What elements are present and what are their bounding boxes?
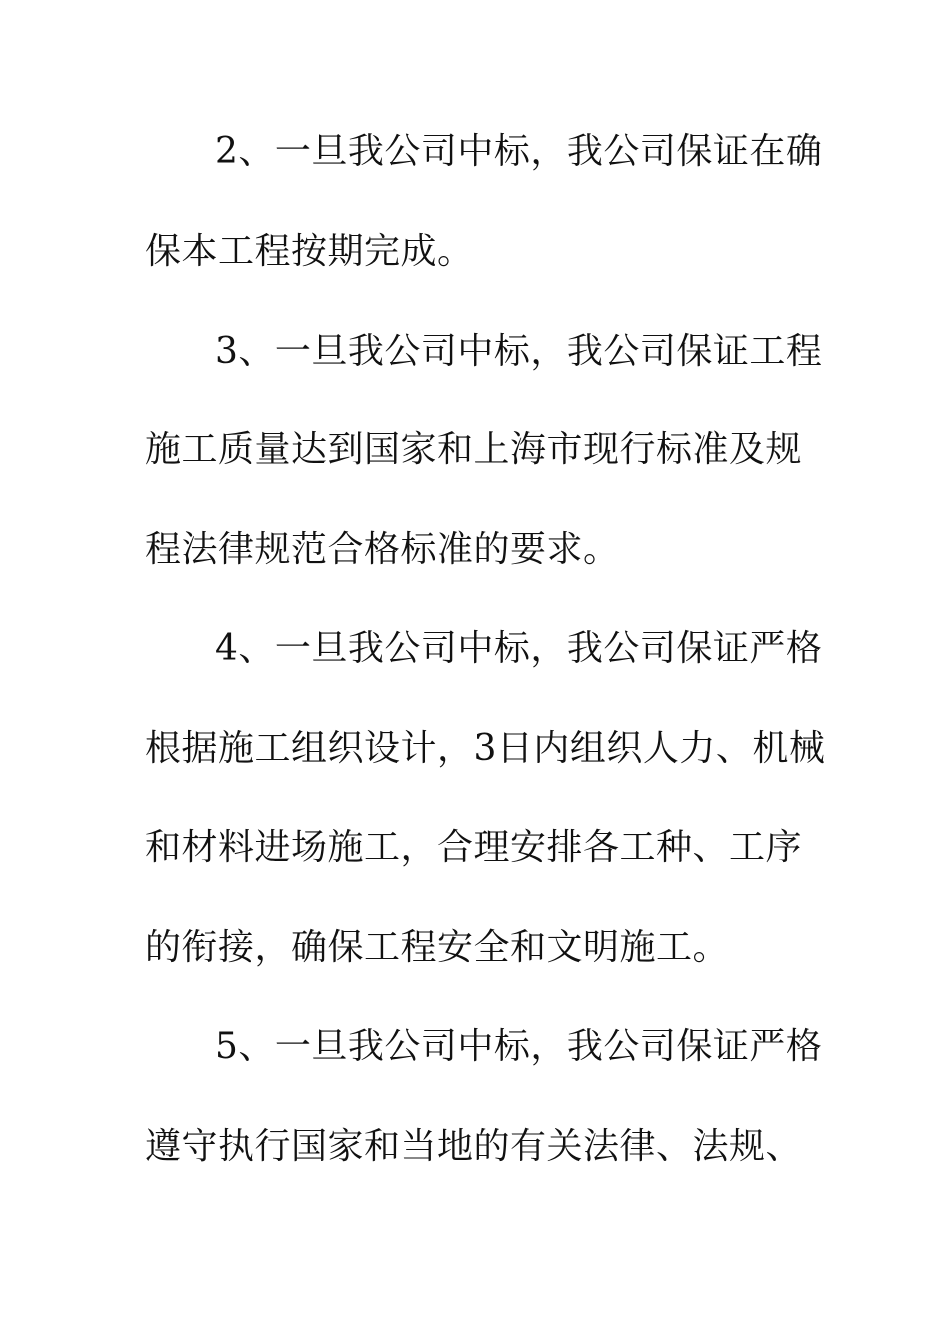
paragraph-3-line-1: 3、一旦我公司中标，我公司保证工程 — [215, 331, 823, 372]
paragraph-4-line-4: 的衔接，确保工程安全和文明施工。 — [145, 927, 730, 968]
paragraph-2-line-1: 2、一旦我公司中标，我公司保证在确 — [215, 131, 823, 172]
paragraph-2-line-2: 保本工程按期完成。 — [145, 231, 474, 272]
paragraph-5-line-1: 5、一旦我公司中标，我公司保证严格 — [215, 1026, 823, 1067]
paragraph-4-line-2: 根据施工组织设计，3日内组织人力、机械 — [145, 728, 826, 769]
paragraph-3-line-2: 施工质量达到国家和上海市现行标准及规 — [145, 429, 803, 470]
paragraph-5-line-2: 遵守执行国家和当地的有关法律、法规、 — [145, 1126, 803, 1167]
paragraph-3-line-3: 程法律规范合格标准的要求。 — [145, 529, 620, 570]
paragraph-4-line-3: 和材料进场施工，合理安排各工种、工序 — [145, 827, 803, 868]
paragraph-4-line-1: 4、一旦我公司中标，我公司保证严格 — [215, 628, 823, 669]
